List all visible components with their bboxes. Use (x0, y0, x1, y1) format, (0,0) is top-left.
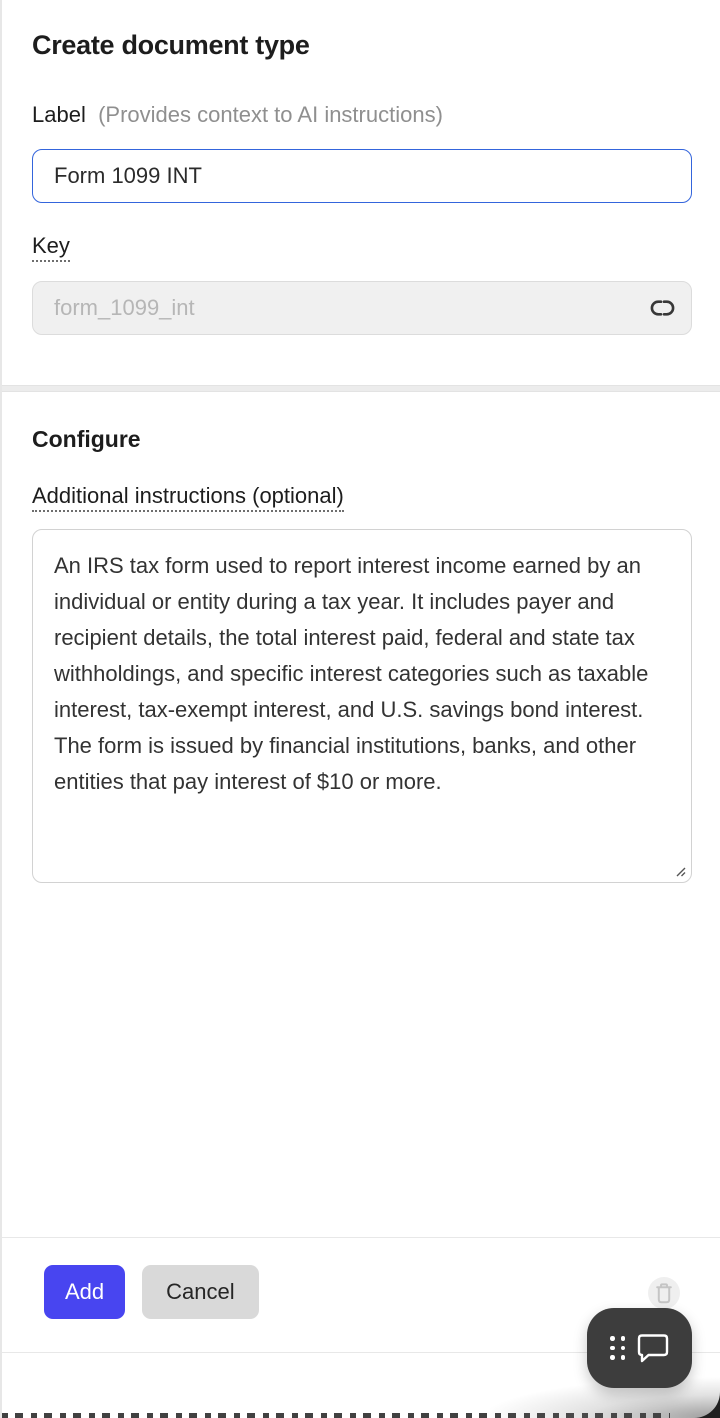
link-icon (649, 300, 676, 317)
resize-handle-icon[interactable] (673, 864, 686, 877)
clipped-content-edge (2, 1413, 674, 1418)
cancel-button[interactable]: Cancel (142, 1265, 258, 1319)
drag-handle-icon[interactable] (610, 1336, 625, 1360)
drawer-content (2, 0, 720, 883)
label-field-hint-text: (Provides context to AI instructions) (98, 102, 443, 127)
key-input (32, 281, 692, 335)
key-field-label: Key (32, 233, 70, 262)
instructions-caption (32, 483, 690, 512)
instructions-wrap (32, 529, 692, 883)
instructions-label: Additional instructions (optional) (32, 483, 344, 512)
add-button[interactable]: Add (44, 1265, 125, 1319)
page-title: Create document type (32, 30, 310, 60)
section-divider (2, 385, 720, 392)
key-field-wrap (32, 281, 692, 335)
instructions-textarea[interactable] (32, 529, 692, 883)
chat-widget[interactable] (587, 1308, 692, 1388)
label-field-label: Label (32, 102, 86, 127)
trash-icon (653, 1282, 675, 1305)
label-input[interactable] (32, 149, 692, 203)
delete-button[interactable] (648, 1277, 680, 1309)
label-field-caption (32, 102, 690, 128)
configure-heading: Configure (32, 426, 141, 452)
key-field-caption (32, 233, 690, 262)
chat-bubble-icon[interactable] (636, 1333, 670, 1364)
footer-buttons (44, 1265, 259, 1319)
